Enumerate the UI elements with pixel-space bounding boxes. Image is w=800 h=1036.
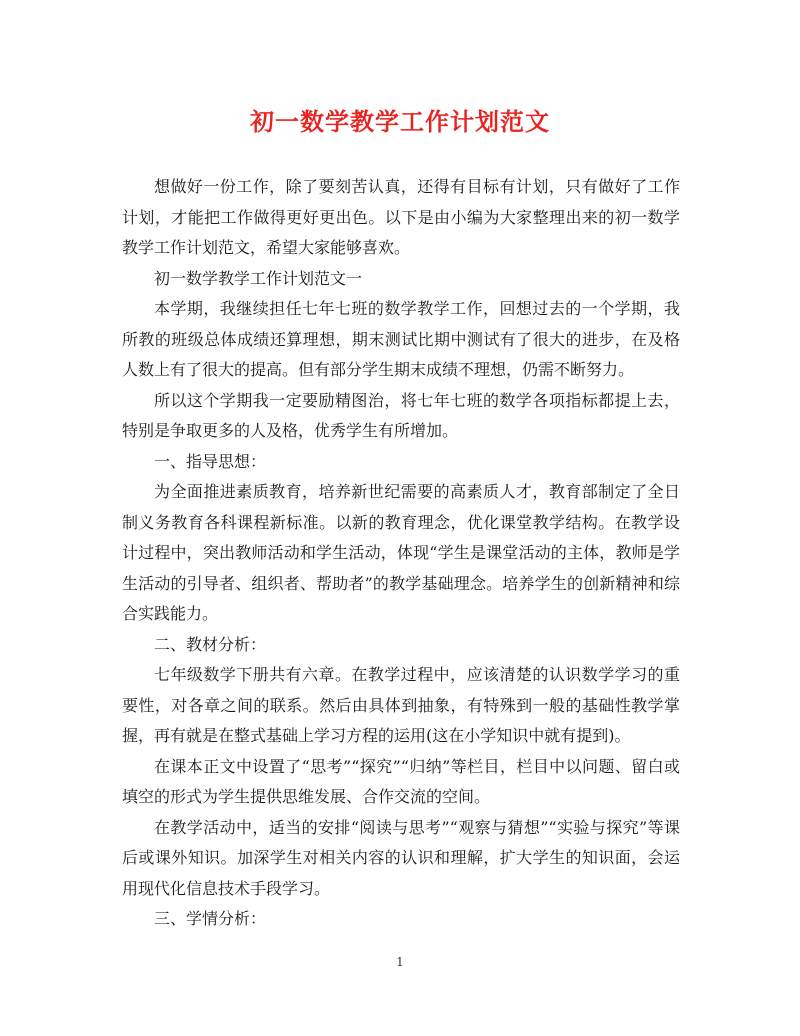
paragraph-background: 本学期，我继续担任七年七班的数学教学工作，回想过去的一个学期，我所教的班级总体成绩还算理想，期末测试比期中测试有了很大的进步，在及格人数上有了很大的提高。但有部分学生期末成绩不理想，仍需不断努力。	[122, 299, 680, 379]
section-heading-student-analysis: 三、学情分析：	[154, 909, 267, 928]
paragraph-textbook-analysis: 七年级数学下册共有六章。在教学过程中，应该清楚的认识数学学习的重要性，对各章之间的联系。然后由具体到抽象，有特殊到一般的基础性教学掌握，再有就是在整式基础上学习方程的运用(这在小学知识中就有提到)。	[122, 665, 680, 745]
paragraph-goal: 所以这个学期我一定要励精图治，将七年七班的数学各项指标都提上去，特别是争取更多的人及格，优秀学生有所增加。	[122, 390, 680, 440]
page-title: 初一数学教学工作计划范文	[250, 107, 550, 136]
paragraph-textbook-columns: 在课本正文中设置了“思考”“探究”“归纳”等栏目，栏目中以问题、留白或填空的形式为学生提供思维发展、合作交流的空间。	[122, 756, 680, 806]
document-body	[122, 172, 680, 935]
section-heading-guiding-ideology: 一、指导思想：	[154, 451, 267, 471]
section-heading-textbook-analysis: 二、教材分析：	[154, 634, 267, 654]
paragraph-subtitle: 初一数学教学工作计划范文一	[154, 268, 363, 288]
paragraph-teaching-activities: 在教学活动中，适当的安排“阅读与思考”“观察与猜想”“实验与探究”等课后或课外知识。加深学生对相关内容的认识和理解，扩大学生的知识面，会运用现代化信息技术手段学习。	[122, 817, 680, 898]
page-number: 1	[396, 955, 404, 969]
paragraph-guiding-ideology: 为全面推进素质教育，培养新世纪需要的高素质人才，教育部制定了全日制义务教育各科课程新标准。以新的教育理念，优化课堂教学结构。在教学设计过程中，突出教师活动和学生活动，体现“学生是课堂活动的主体，教师是学生活动的引导者、组织者、帮助者”的教学基础理念。培养学生的创新精神和综合实践能力。	[122, 482, 680, 623]
paragraph-intro: 想做好一份工作，除了要刻苦认真，还得有目标有计划，只有做好了工作计划，才能把工作做得更好更出色。以下是由小编为大家整理出来的初一数学教学工作计划范文，希望大家能够喜欢。	[122, 177, 680, 257]
